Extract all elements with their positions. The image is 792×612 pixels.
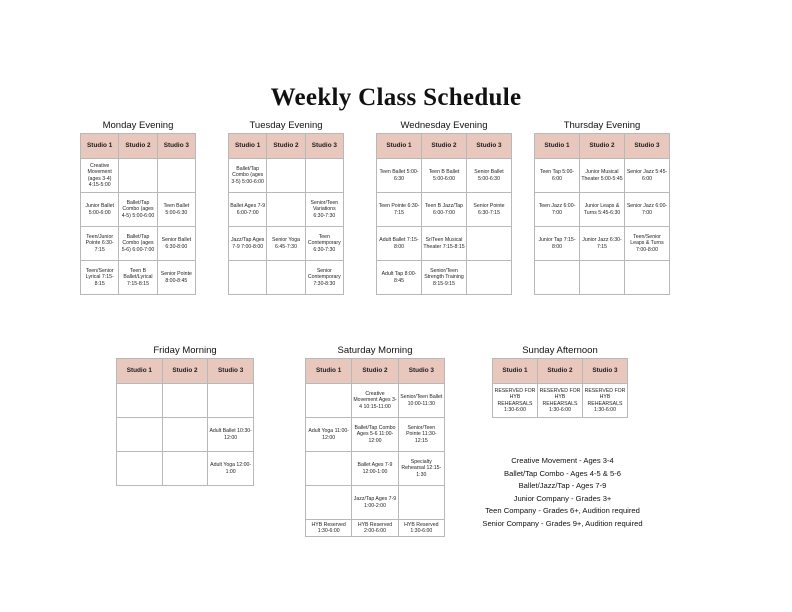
table-row xyxy=(81,159,196,193)
day-title-thursday: Thursday Evening xyxy=(563,120,641,131)
class-cell xyxy=(229,261,267,295)
day-block-tuesday xyxy=(228,120,344,295)
column-header-studio-2: Studio 2 xyxy=(267,134,305,159)
table-header-row xyxy=(81,134,196,159)
table-row xyxy=(306,418,445,452)
column-header-studio-3: Studio 3 xyxy=(625,134,670,159)
table-row xyxy=(306,486,445,520)
day-block-sunday xyxy=(492,345,628,418)
day-title-monday: Monday Evening xyxy=(102,120,174,131)
table-row xyxy=(377,193,512,227)
class-cell: Ballet/Tap Combo (ages 3-5) 5:00-6:00 xyxy=(229,159,267,193)
class-cell xyxy=(306,452,352,486)
class-cell: Sr/Teen Musical Theater 7:15-8:15 xyxy=(422,227,467,261)
class-cell: Teen/Senior Lyrical 7:15-8:15 xyxy=(81,261,119,295)
table-row xyxy=(229,261,344,295)
class-cell xyxy=(117,384,163,418)
column-header-studio-3: Studio 3 xyxy=(305,134,343,159)
table-row xyxy=(535,159,670,193)
class-cell: Senior Pointe 6:30-7:15 xyxy=(467,193,512,227)
class-cell xyxy=(467,227,512,261)
class-cell: Adult Yoga 12:00-1:00 xyxy=(208,452,254,486)
class-cell: Junior Tap 7:15-8:00 xyxy=(535,227,580,261)
class-cell xyxy=(580,261,625,295)
column-header-studio-1: Studio 1 xyxy=(229,134,267,159)
day-title-friday: Friday Morning xyxy=(153,345,217,356)
table-header-row xyxy=(535,134,670,159)
class-cell: Ballet Ages 7-9 6:00-7:00 xyxy=(229,193,267,227)
class-cell: RESERVED FOR HYB REHEARSALS 1:30-6:00 xyxy=(538,384,583,418)
column-header-studio-3: Studio 3 xyxy=(398,359,444,384)
class-cell xyxy=(117,418,163,452)
table-header-row xyxy=(377,134,512,159)
table-header-row xyxy=(117,359,254,384)
legend-item: Ballet/Tap Combo - Ages 4-5 & 5-6 xyxy=(504,468,621,478)
class-cell: Adult Ballet 10:30-12:00 xyxy=(208,418,254,452)
table-row xyxy=(117,452,254,486)
page-title: Weekly Class Schedule xyxy=(270,84,522,111)
schedule-table-sunday xyxy=(492,358,628,418)
legend-item: Junior Company - Grades 3+ xyxy=(513,493,612,503)
class-cell: Teen/Junior Pointe 6:30-7:15 xyxy=(81,227,119,261)
class-cell: Jazz/Tap Ages 7-9 7:00-8:00 xyxy=(229,227,267,261)
class-cell: Ballet/Tap Combo Ages 5-6 11:00-12:00 xyxy=(352,418,398,452)
legend xyxy=(455,455,670,530)
class-cell: Senior/Teen Pointe 11:30-12:15 xyxy=(398,418,444,452)
table-row xyxy=(81,227,196,261)
class-cell: RESERVED FOR HYB REHEARSALS 1:30-6:00 xyxy=(493,384,538,418)
table-header-row xyxy=(306,359,445,384)
day-title-sunday: Sunday Afternoon xyxy=(522,345,598,356)
class-cell xyxy=(398,486,444,520)
legend-item: Teen Company - Grades 6+, Audition required xyxy=(485,506,640,516)
class-cell xyxy=(267,193,305,227)
class-cell: Teen Jazz 6:00-7:00 xyxy=(535,193,580,227)
class-cell: Junior Jazz 6:30-7:15 xyxy=(580,227,625,261)
day-block-monday xyxy=(80,120,196,295)
column-header-studio-1: Studio 1 xyxy=(535,134,580,159)
class-cell: Jazz/Tap Ages 7-9 1:00-2:00 xyxy=(352,486,398,520)
class-cell: Senior Ballet 5:00-6:30 xyxy=(467,159,512,193)
class-cell: HYB Reserved 1:30-6:00 xyxy=(398,520,444,537)
class-cell xyxy=(162,418,208,452)
column-header-studio-1: Studio 1 xyxy=(493,359,538,384)
schedule-table-saturday xyxy=(305,358,445,537)
column-header-studio-2: Studio 2 xyxy=(162,359,208,384)
class-cell: Teen B Ballet/Lyrical 7:15-8:15 xyxy=(119,261,157,295)
class-cell: Ballet/Tap Combo (ages 4-5) 5:00-6:00 xyxy=(119,193,157,227)
table-row xyxy=(306,520,445,537)
class-cell xyxy=(306,486,352,520)
table-row xyxy=(377,227,512,261)
class-cell xyxy=(162,384,208,418)
column-header-studio-2: Studio 2 xyxy=(538,359,583,384)
day-block-friday xyxy=(116,345,254,486)
legend-item: Senior Company - Grades 9+, Audition required xyxy=(482,518,643,528)
class-cell: HYB Reserved 1:30-6:00 xyxy=(306,520,352,537)
column-header-studio-3: Studio 3 xyxy=(467,134,512,159)
schedule-table-wednesday xyxy=(376,133,512,295)
class-cell: Specialty Rehearsal 12:15-1:30 xyxy=(398,452,444,486)
column-header-studio-3: Studio 3 xyxy=(157,134,195,159)
class-cell: Teen B Jazz/Tap 6:00-7:00 xyxy=(422,193,467,227)
legend-item: Ballet/Jazz/Tap - Ages 7-9 xyxy=(518,481,607,491)
table-row xyxy=(117,384,254,418)
class-cell xyxy=(267,159,305,193)
table-row xyxy=(229,193,344,227)
column-header-studio-2: Studio 2 xyxy=(422,134,467,159)
class-cell: Senior Yoga 6:45-7:30 xyxy=(267,227,305,261)
schedule-table-friday xyxy=(116,358,254,486)
class-cell xyxy=(267,261,305,295)
class-cell: Ballet Ages 7-9 12:00-1:00 xyxy=(352,452,398,486)
class-cell: Teen Ballet 5:00-6:30 xyxy=(377,159,422,193)
class-cell xyxy=(535,261,580,295)
table-row xyxy=(306,452,445,486)
day-title-wednesday: Wednesday Evening xyxy=(400,120,488,131)
class-cell: Junior Leaps & Turns 5:45-6:30 xyxy=(580,193,625,227)
table-row xyxy=(377,159,512,193)
column-header-studio-2: Studio 2 xyxy=(119,134,157,159)
day-block-thursday xyxy=(534,120,670,295)
class-cell: Creative Movement Ages 3-4 10:15-11:00 xyxy=(352,384,398,418)
class-cell: Adult Ballet 7:15-8:00 xyxy=(377,227,422,261)
class-cell: Adult Tap 8:00-8:45 xyxy=(377,261,422,295)
table-row xyxy=(229,159,344,193)
class-cell: Teen Contemporary 6:30-7:30 xyxy=(305,227,343,261)
class-cell xyxy=(162,452,208,486)
column-header-studio-1: Studio 1 xyxy=(81,134,119,159)
schedule-table-monday xyxy=(80,133,196,295)
class-cell: Senior Ballet 6:30-8:00 xyxy=(157,227,195,261)
column-header-studio-1: Studio 1 xyxy=(306,359,352,384)
class-cell: Senior/Teen Strength Training 8:15-9:15 xyxy=(422,261,467,295)
table-row xyxy=(535,227,670,261)
class-cell: Creative Movement (ages 3-4) 4:15-5:00 xyxy=(81,159,119,193)
table-row xyxy=(81,261,196,295)
day-block-wednesday xyxy=(376,120,512,295)
class-cell: Teen/Senior Leaps & Turns 7:00-8:00 xyxy=(625,227,670,261)
class-cell: Junior Musical Theater 5:00-5:45 xyxy=(580,159,625,193)
table-header-row xyxy=(229,134,344,159)
day-title-tuesday: Tuesday Evening xyxy=(249,120,323,131)
class-cell xyxy=(117,452,163,486)
class-cell: Junior Ballet 5:00-6:00 xyxy=(81,193,119,227)
class-cell: RESERVED FOR HYB REHEARSALS 1:30-6:00 xyxy=(583,384,628,418)
schedule-table-thursday xyxy=(534,133,670,295)
class-cell: HYB Reserved 2:00-6:00 xyxy=(352,520,398,537)
day-title-saturday: Saturday Morning xyxy=(337,345,413,356)
table-row xyxy=(377,261,512,295)
class-cell xyxy=(208,384,254,418)
column-header-studio-3: Studio 3 xyxy=(208,359,254,384)
class-cell: Senior/Teen Ballet 10:00-11:30 xyxy=(398,384,444,418)
column-header-studio-1: Studio 1 xyxy=(117,359,163,384)
day-block-saturday xyxy=(305,345,445,537)
class-cell: Teen B Ballet 5:00-6:00 xyxy=(422,159,467,193)
table-row xyxy=(306,384,445,418)
table-header-row xyxy=(493,359,628,384)
class-cell xyxy=(305,159,343,193)
table-row xyxy=(81,193,196,227)
class-cell: Senior Jazz 6:00-7:00 xyxy=(625,193,670,227)
column-header-studio-2: Studio 2 xyxy=(352,359,398,384)
column-header-studio-1: Studio 1 xyxy=(377,134,422,159)
class-cell: Senior/Teen Variations 6:30-7:30 xyxy=(305,193,343,227)
class-cell xyxy=(157,159,195,193)
class-cell: Teen Tap 5:00-6:00 xyxy=(535,159,580,193)
class-cell: Senior Contemporary 7:30-8:30 xyxy=(305,261,343,295)
class-cell xyxy=(119,159,157,193)
class-cell: Senior Jazz 5:45-6:00 xyxy=(625,159,670,193)
class-cell: Teen Ballet 5:00-6:30 xyxy=(157,193,195,227)
class-cell: Ballet/Tap Combo (ages 5-6) 6:00-7:00 xyxy=(119,227,157,261)
class-cell: Adult Yoga 11:00-12:00 xyxy=(306,418,352,452)
class-cell: Senior Pointe 8:00-8:45 xyxy=(157,261,195,295)
class-cell xyxy=(306,384,352,418)
table-row xyxy=(117,418,254,452)
legend-item: Creative Movement - Ages 3-4 xyxy=(511,456,614,465)
schedule-table-tuesday xyxy=(228,133,344,295)
class-cell xyxy=(625,261,670,295)
column-header-studio-2: Studio 2 xyxy=(580,134,625,159)
class-cell xyxy=(467,261,512,295)
table-row xyxy=(493,384,628,418)
table-row xyxy=(535,261,670,295)
table-row xyxy=(229,227,344,261)
class-cell: Teen Pointe 6:30-7:15 xyxy=(377,193,422,227)
column-header-studio-3: Studio 3 xyxy=(583,359,628,384)
table-row xyxy=(535,193,670,227)
